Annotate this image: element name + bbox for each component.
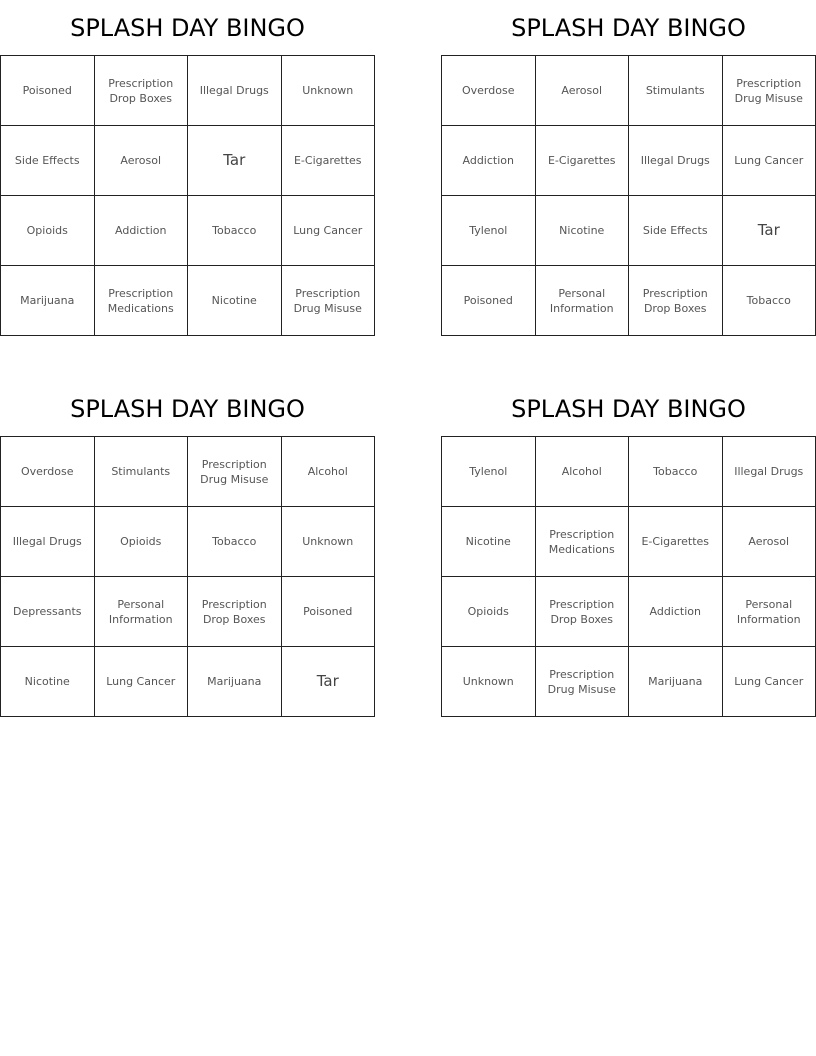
bingo-cell: Stimulants — [95, 437, 189, 507]
bingo-cell: Opioids — [1, 196, 95, 266]
bingo-card-3 — [0, 381, 375, 717]
card-title: SPLASH DAY BINGO — [70, 395, 305, 423]
bingo-cell: Prescription Drug Misuse — [188, 437, 282, 507]
bingo-cell: Nicotine — [442, 507, 536, 577]
bingo-grid — [441, 436, 816, 717]
bingo-cell: Poisoned — [1, 56, 95, 126]
bingo-cell: Prescription Drop Boxes — [536, 577, 630, 647]
bingo-cell: Opioids — [95, 507, 189, 577]
bingo-cell: Prescription Drug Misuse — [723, 56, 816, 126]
bingo-cell: Unknown — [282, 507, 376, 577]
bingo-cell: Alcohol — [282, 437, 376, 507]
bingo-cell: Tylenol — [442, 437, 536, 507]
bingo-cell: Lung Cancer — [95, 647, 189, 717]
bingo-cell: Lung Cancer — [723, 126, 816, 196]
bingo-cell: Tar — [282, 647, 376, 717]
bingo-cell: Aerosol — [723, 507, 816, 577]
bingo-cell: Prescription Drop Boxes — [188, 577, 282, 647]
bingo-cell: Opioids — [442, 577, 536, 647]
bingo-cell: Tobacco — [723, 266, 816, 336]
bingo-cell: Tobacco — [629, 437, 723, 507]
bingo-cell: Lung Cancer — [723, 647, 816, 717]
bingo-cell: E-Cigarettes — [629, 507, 723, 577]
bingo-cell: Prescription Drug Misuse — [282, 266, 376, 336]
bingo-card-4 — [441, 381, 816, 717]
bingo-cell: Nicotine — [188, 266, 282, 336]
bingo-cell: Illegal Drugs — [629, 126, 723, 196]
bingo-cell: Tylenol — [442, 196, 536, 266]
bingo-cell: Nicotine — [536, 196, 630, 266]
bingo-cell: E-Cigarettes — [536, 126, 630, 196]
bingo-cell: Aerosol — [95, 126, 189, 196]
bingo-grid — [441, 55, 816, 336]
bingo-cell: Unknown — [442, 647, 536, 717]
bingo-cell: Marijuana — [1, 266, 95, 336]
bingo-cell: Overdose — [1, 437, 95, 507]
bingo-cell: Side Effects — [1, 126, 95, 196]
bingo-cell: Illegal Drugs — [723, 437, 816, 507]
bingo-cell: Side Effects — [629, 196, 723, 266]
bingo-cell: Prescription Medications — [95, 266, 189, 336]
bingo-grid — [0, 55, 375, 336]
bingo-cell: Lung Cancer — [282, 196, 376, 266]
bingo-cell: E-Cigarettes — [282, 126, 376, 196]
bingo-cell: Marijuana — [188, 647, 282, 717]
bingo-cell: Stimulants — [629, 56, 723, 126]
bingo-cell: Prescription Drop Boxes — [95, 56, 189, 126]
bingo-cell: Tar — [188, 126, 282, 196]
card-title: SPLASH DAY BINGO — [70, 14, 305, 42]
bingo-cell: Tobacco — [188, 507, 282, 577]
bingo-cell: Aerosol — [536, 56, 630, 126]
bingo-cell: Poisoned — [282, 577, 376, 647]
bingo-cell: Unknown — [282, 56, 376, 126]
bingo-cell: Addiction — [95, 196, 189, 266]
bingo-cell: Alcohol — [536, 437, 630, 507]
bingo-card-2 — [441, 0, 816, 336]
bingo-cell: Poisoned — [442, 266, 536, 336]
bingo-cell: Personal Information — [536, 266, 630, 336]
bingo-cell: Depressants — [1, 577, 95, 647]
card-title: SPLASH DAY BINGO — [511, 14, 746, 42]
bingo-cell: Prescription Drop Boxes — [629, 266, 723, 336]
bingo-cell: Addiction — [442, 126, 536, 196]
bingo-cell: Marijuana — [629, 647, 723, 717]
bingo-cell: Personal Information — [95, 577, 189, 647]
bingo-cell: Prescription Medications — [536, 507, 630, 577]
card-title: SPLASH DAY BINGO — [511, 395, 746, 423]
bingo-cell: Tar — [723, 196, 816, 266]
bingo-cell: Illegal Drugs — [1, 507, 95, 577]
bingo-cell: Addiction — [629, 577, 723, 647]
bingo-card-1 — [0, 0, 375, 336]
bingo-cell: Illegal Drugs — [188, 56, 282, 126]
bingo-cell: Tobacco — [188, 196, 282, 266]
bingo-cell: Personal Information — [723, 577, 816, 647]
bingo-cell: Prescription Drug Misuse — [536, 647, 630, 717]
bingo-grid — [0, 436, 375, 717]
bingo-cell: Overdose — [442, 56, 536, 126]
bingo-cell: Nicotine — [1, 647, 95, 717]
